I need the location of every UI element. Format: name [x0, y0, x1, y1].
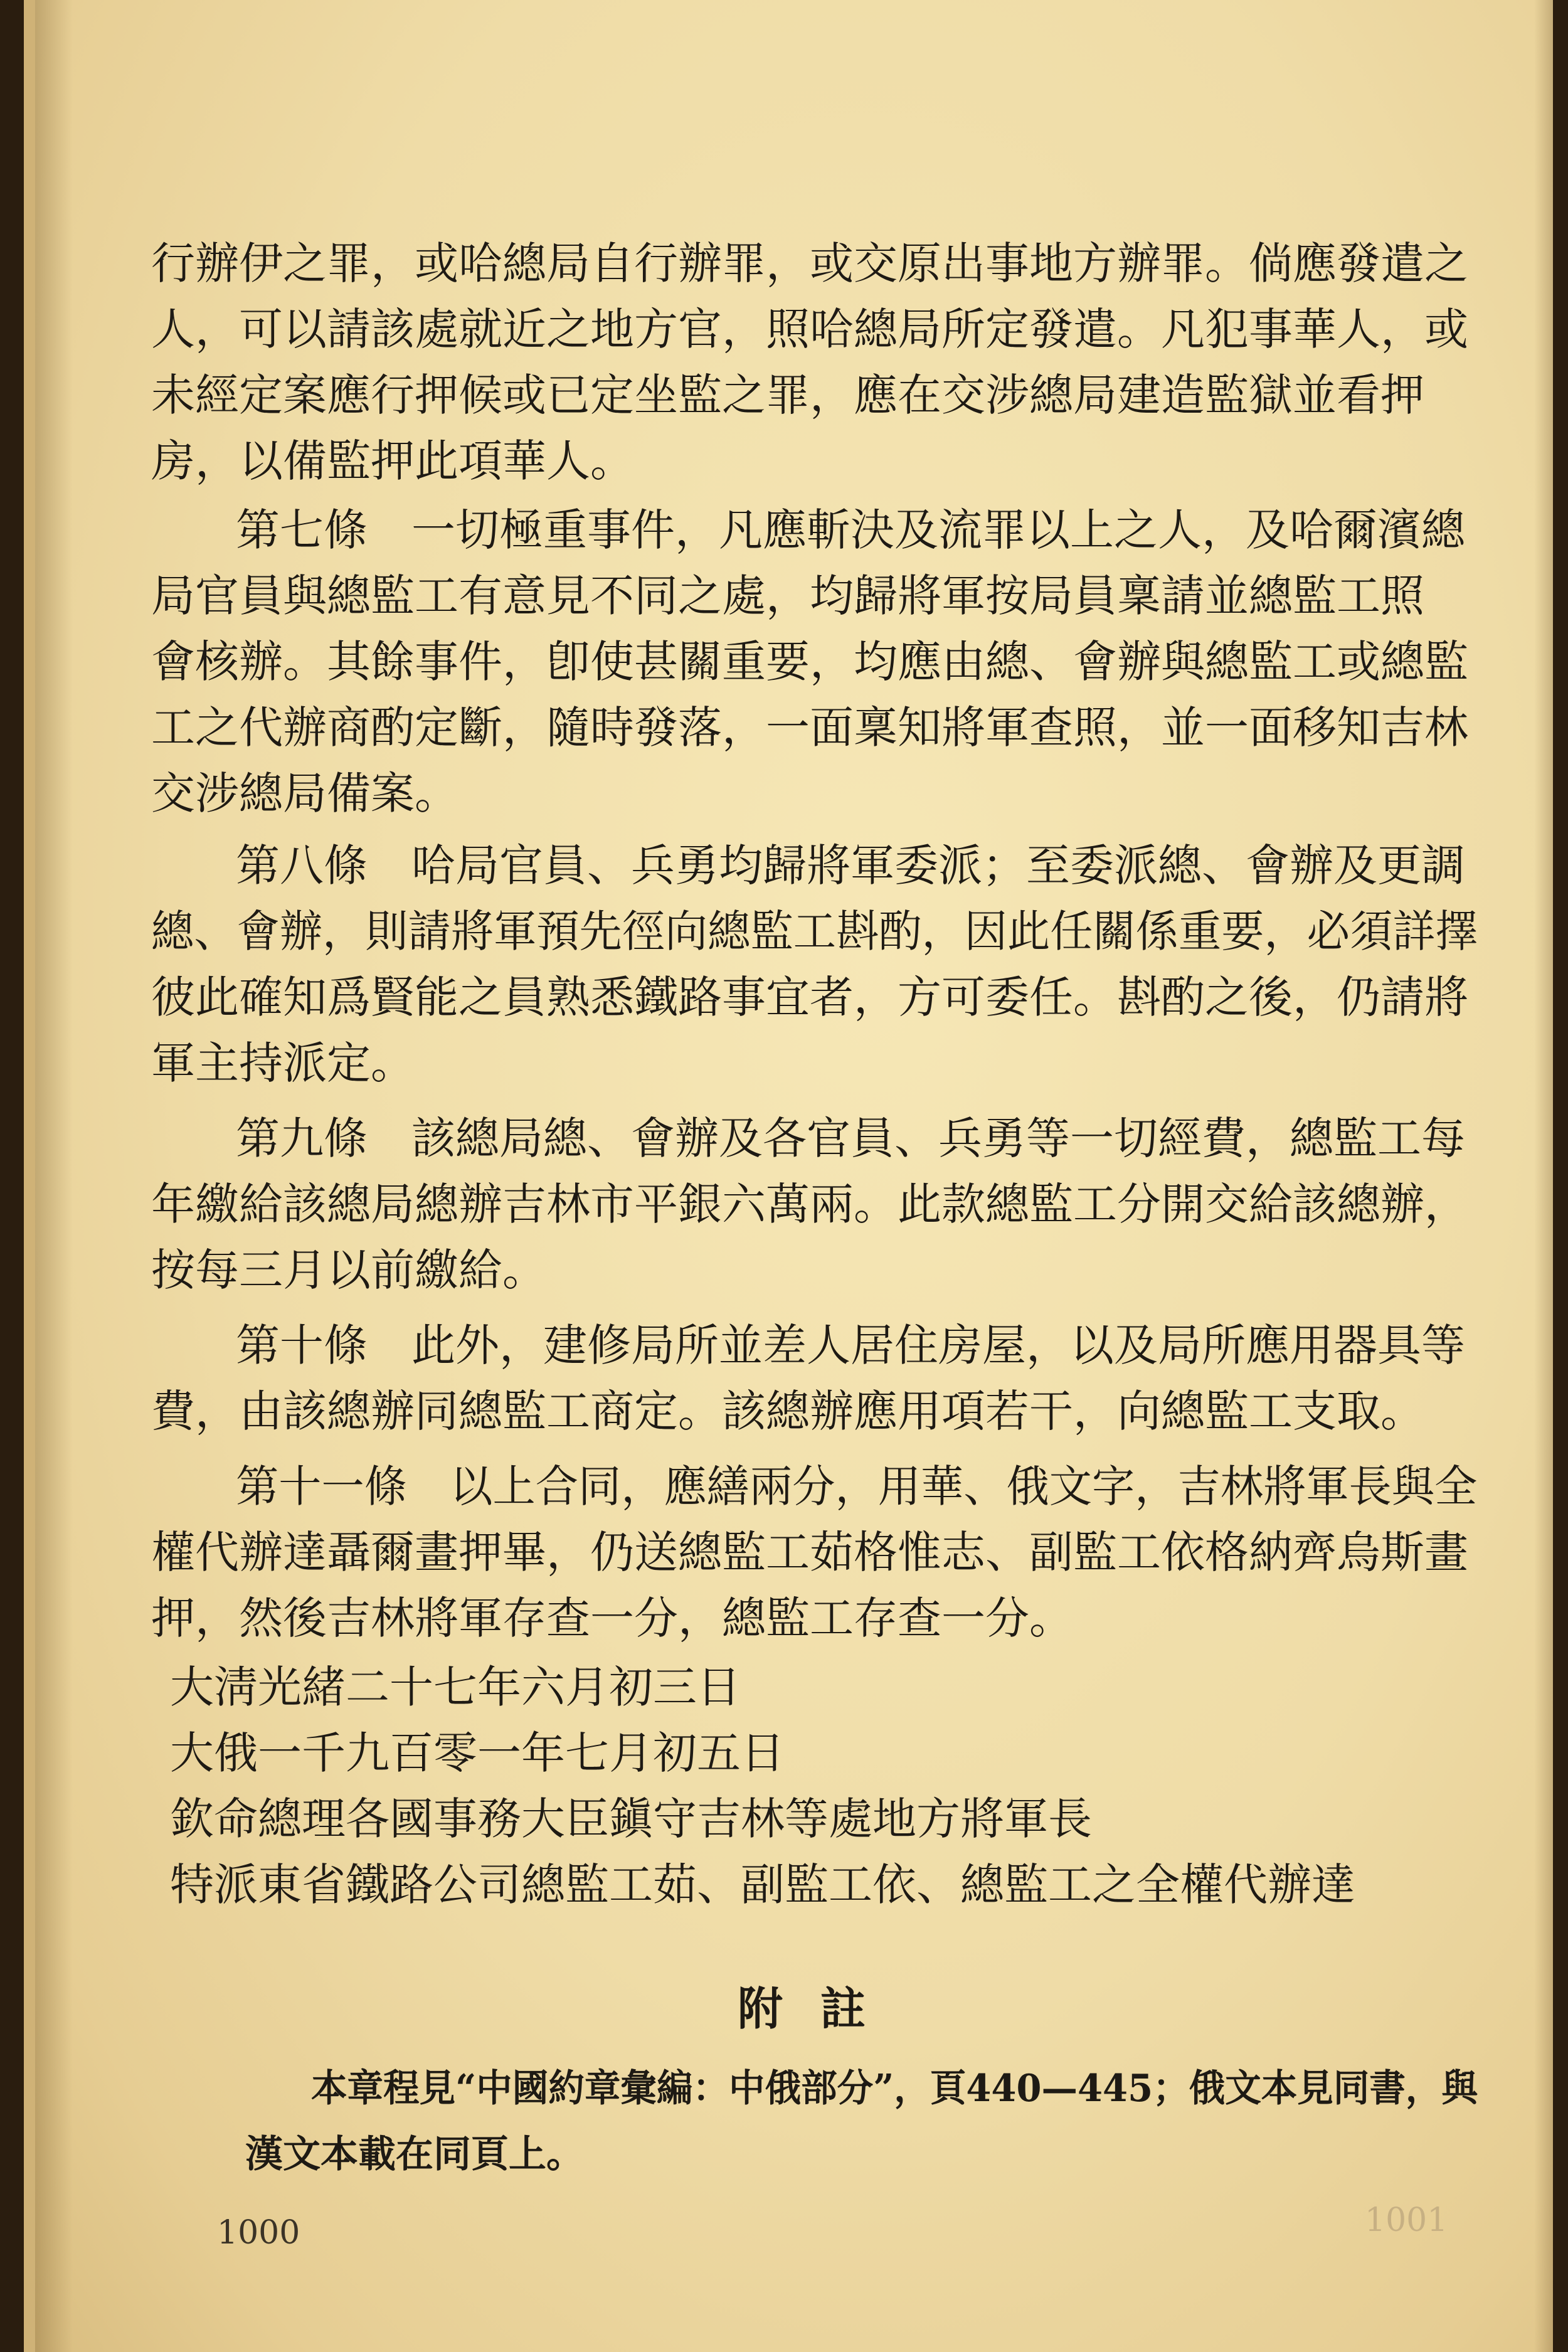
text-line: 局官員與總監工有意見不同之處，均歸將軍按局員稟請並總監工照 — [151, 570, 1424, 622]
note-line: 漢文本載在同頁上。 — [245, 2132, 584, 2176]
text-line: 會核辦。其餘事件，卽使甚關重要，均應由總、會辦與總監工或總監 — [151, 636, 1468, 687]
text-line: 未經定案應行押候或已定坐監之罪，應在交涉總局建造監獄並看押 — [151, 369, 1424, 421]
date-qing: 大淸光緒二十七年六月初三日 — [170, 1661, 741, 1713]
text-line: 交涉總局備案。 — [151, 768, 458, 819]
text-line: 人，可以請該處就近之地方官，照哈總局所定發遣。凡犯事華人，或 — [151, 304, 1468, 355]
text-line: 行辦伊之罪，或哈總局自行辦罪，或交原出事地方辦罪。倘應發遣之 — [151, 238, 1468, 289]
page-edge-shadow — [1534, 0, 1553, 2352]
signatory-railway: 特派東省鐵路公司總監工茹、副監工依、總監工之全權代辦達 — [170, 1859, 1355, 1910]
article-7-start: 第七條 一切極重事件，凡應斬決及流罪以上之人，及哈爾濱總 — [236, 504, 1465, 556]
page-number: 1000 — [217, 2214, 300, 2252]
signatory-qing: 欽命總理各國事務大臣鎭守吉林等處地方將軍長 — [170, 1793, 1092, 1845]
text-line: 總、會辦，則請將軍預先徑向總監工斟酌，因此任關係重要，必須詳擇 — [151, 906, 1478, 957]
note-line: 本章程見“中國約章彙編：中俄部分”，頁440—445；俄文本見同書，與 — [311, 2067, 1478, 2111]
bleed-page-number: 1001 — [1365, 2201, 1448, 2239]
text-line: 房，以備監押此項華人。 — [151, 435, 634, 487]
text-line: 押，然後吉林將軍存查一分，總監工存查一分。 — [151, 1592, 1073, 1644]
article-10-start: 第十條 此外，建修局所並差人居住房屋，以及局所應用器具等 — [236, 1320, 1465, 1371]
article-11-start: 第十一條 以上合同，應繕兩分，用華、俄文字，吉林將軍長與全 — [236, 1461, 1478, 1512]
book-page — [24, 0, 1553, 2352]
text-line: 費，由該總辦同總監工商定。該總辦應用項若干，向總監工支取。 — [151, 1385, 1424, 1437]
text-line: 彼此確知爲賢能之員熟悉鐵路事宜者，方可委任。斟酌之後，仍請將 — [151, 972, 1468, 1023]
text-line: 按每三月以前繳給。 — [151, 1244, 546, 1296]
text-line: 軍主持派定。 — [151, 1037, 415, 1089]
text-line: 工之代辦商酌定斷，隨時發落，一面稟知將軍查照，並一面移知吉林 — [151, 702, 1468, 753]
text-line: 權代辦達聶爾畫押畢，仍送總監工茹格惟志、副監工依格納齊烏斯畫 — [151, 1527, 1468, 1578]
article-9-start: 第九條 該總局總、會辦及各官員、兵勇等一切經費，總監工每 — [236, 1113, 1465, 1164]
article-8-start: 第八條 哈局官員、兵勇均歸將軍委派；至委派總、會辦及更調 — [236, 840, 1465, 891]
date-russia: 大俄一千九百零一年七月初五日 — [170, 1727, 785, 1779]
note-heading: 附註 — [738, 1982, 904, 2035]
text-line: 年繳給該總局總辦吉林市平銀六萬兩。此款總監工分開交給該總辦， — [151, 1179, 1468, 1230]
